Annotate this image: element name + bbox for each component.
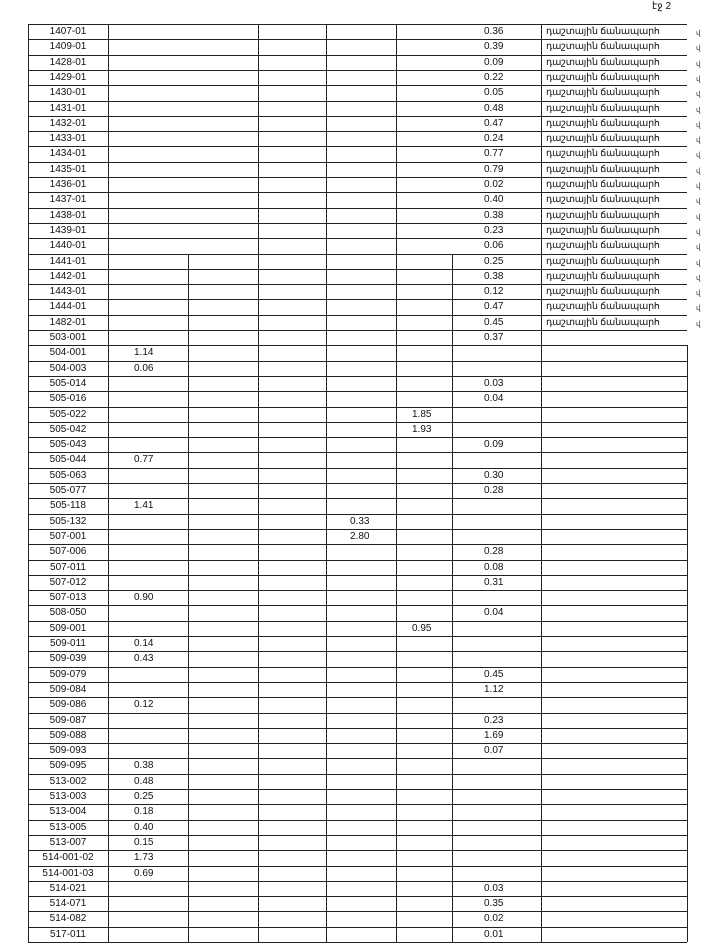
parcel-code: 513-003: [49, 791, 87, 802]
land-use-note: դաշտային ճանապարհ: [546, 209, 660, 221]
parcel-area: 0.37: [484, 332, 504, 343]
parcel-code: 504-001: [49, 347, 87, 359]
parcel-code: 1444-01: [49, 301, 87, 313]
parcel-area: 0.03: [484, 377, 504, 389]
parcel-code: 514-021: [49, 882, 87, 894]
parcel-code: 503-001: [49, 332, 87, 343]
parcel-area: 0.03: [484, 882, 504, 894]
margin-mark: վ: [696, 290, 701, 298]
parcel-code: 509-011: [50, 638, 86, 649]
margin-mark: վ: [696, 228, 701, 236]
row-divider: [28, 468, 687, 469]
parcel-code: 505-063: [49, 469, 87, 481]
row-divider: [28, 713, 687, 714]
parcel-code: 504-003: [49, 362, 87, 374]
parcel-code: 509-087: [49, 714, 87, 726]
parcel-area: 0.79: [484, 163, 504, 175]
parcel-code: 505-132: [49, 515, 87, 527]
parcel-code: 505-014: [49, 377, 87, 389]
parcel-code: 1431-01: [49, 102, 87, 114]
parcel-area-value: 0.25: [134, 791, 154, 802]
parcel-code: 514-082: [49, 913, 87, 925]
row-divider: [28, 452, 687, 453]
parcel-code: 513-007: [49, 836, 87, 848]
parcel-area: 0.25: [484, 255, 504, 267]
parcel-code: 505-022: [49, 408, 87, 420]
parcel-code: 1439-01: [49, 224, 87, 236]
parcel-area: 0.38: [484, 270, 504, 282]
land-use-note: դաշտային ճանապարհ: [546, 316, 660, 328]
parcel-area: 0.22: [484, 71, 504, 83]
parcel-area-value: 1.85: [412, 408, 432, 420]
parcel-code: 1440-01: [49, 240, 87, 252]
row-divider: [28, 407, 687, 408]
parcel-area: 0.77: [484, 148, 504, 160]
parcel-area: 1.69: [484, 729, 504, 741]
parcel-area-value: 0.48: [134, 775, 154, 787]
row-divider: [28, 330, 687, 331]
parcel-code: 509-088: [49, 729, 87, 741]
margin-mark: վ: [696, 167, 701, 175]
row-divider: [28, 560, 687, 561]
parcel-area: 0.28: [484, 485, 504, 496]
margin-mark: վ: [696, 75, 701, 83]
parcel-area: 0.06: [484, 240, 504, 252]
row-divider: [28, 391, 687, 392]
row-divider: [28, 682, 687, 683]
parcel-code: 505-043: [49, 439, 87, 451]
parcel-area: 0.38: [484, 209, 504, 221]
parcel-area: 0.05: [484, 87, 504, 99]
parcel-area: 0.04: [484, 393, 504, 405]
margin-mark: վ: [696, 60, 701, 68]
row-divider: [28, 820, 687, 821]
land-use-note: դաշտային ճանապարհ: [546, 148, 660, 160]
parcel-area: 0.35: [484, 898, 504, 910]
parcel-code: 1429-01: [49, 71, 87, 83]
parcel-area-value: 0.40: [134, 821, 154, 833]
land-use-note: դաշտային ճանապարհ: [546, 255, 660, 267]
margin-mark: վ: [696, 320, 701, 328]
parcel-area: 0.36: [484, 26, 504, 37]
parcel-area: 0.07: [484, 745, 504, 757]
margin-mark: վ: [696, 198, 701, 206]
row-divider: [28, 498, 687, 499]
parcel-code: 1436-01: [49, 179, 87, 190]
parcel-code: 509-001: [49, 622, 87, 634]
parcel-area-value: 1.41: [134, 500, 154, 512]
parcel-code: 509-086: [49, 699, 87, 711]
land-use-note: դաշտային ճանապարհ: [546, 133, 660, 145]
parcel-code: 1441-01: [49, 255, 87, 267]
parcel-code: 513-002: [49, 775, 87, 787]
land-use-note: դաշտային ճանապարհ: [546, 41, 660, 53]
row-divider: [28, 636, 687, 637]
parcel-area: 0.45: [484, 668, 504, 680]
parcel-code: 1434-01: [49, 148, 87, 160]
row-divider: [28, 590, 687, 591]
land-use-note: դաշտային ճանապարհ: [546, 56, 660, 68]
parcel-code: 1407-01: [49, 26, 87, 37]
parcel-code: 505-118: [50, 500, 86, 512]
row-divider: [28, 743, 687, 744]
parcel-code: 507-001: [49, 530, 87, 542]
parcel-area: 0.09: [484, 56, 504, 68]
margin-mark: վ: [696, 274, 701, 282]
row-divider: [28, 728, 687, 729]
parcel-code: 505-077: [49, 485, 87, 496]
parcel-area-value: 2.80: [350, 530, 370, 542]
parcel-code: 505-016: [49, 393, 87, 405]
parcel-area: 0.45: [484, 316, 504, 328]
page-number: էջ 2: [652, 1, 672, 12]
row-divider: [28, 850, 687, 851]
parcel-area: 0.23: [484, 714, 504, 726]
parcel-area: 0.01: [484, 928, 504, 940]
parcel-code: 1428-01: [49, 56, 87, 68]
row-divider: [28, 774, 687, 775]
margin-mark: վ: [696, 244, 701, 252]
parcel-area-value: 1.73: [134, 852, 154, 864]
land-use-note: դաշտային ճանապարհ: [546, 240, 660, 252]
margin-mark: վ: [696, 259, 701, 267]
column-border: [452, 254, 453, 943]
margin-mark: վ: [696, 152, 701, 160]
margin-mark: վ: [696, 183, 701, 190]
margin-mark: վ: [696, 45, 701, 53]
parcel-area: 0.28: [484, 546, 504, 558]
parcel-area: 0.31: [484, 576, 504, 588]
margin-mark: վ: [696, 30, 701, 37]
parcel-code: 514-001-02: [42, 852, 94, 864]
parcel-code: 1443-01: [49, 286, 87, 298]
land-use-note: դաշտային ճանապարհ: [546, 224, 660, 236]
parcel-code: 509-095: [49, 760, 87, 772]
parcel-area-value: 0.14: [134, 638, 154, 649]
parcel-area-value: 0.77: [134, 454, 154, 466]
parcel-area-value: 0.12: [134, 699, 154, 711]
parcel-code: 514-001-03: [42, 867, 94, 879]
parcel-code: 509-079: [49, 668, 87, 680]
parcel-code: 509-039: [49, 653, 87, 665]
row-divider: [28, 866, 687, 867]
parcel-code: 1409-01: [49, 41, 87, 53]
row-divider: [28, 345, 687, 346]
margin-mark: վ: [696, 137, 701, 145]
parcel-area-value: 0.33: [350, 515, 370, 527]
parcel-area-value: 0.06: [134, 362, 154, 374]
parcel-code: 508-050: [49, 607, 87, 619]
row-divider: [28, 544, 687, 545]
land-use-note: դաշտային ճանապարհ: [546, 270, 660, 282]
row-divider: [28, 927, 687, 928]
margin-mark: վ: [696, 213, 701, 221]
parcel-area: 1.12: [484, 683, 504, 695]
parcel-code: 1442-01: [49, 270, 87, 282]
row-divider: [28, 896, 687, 897]
row-divider: [28, 697, 687, 698]
parcel-area: 0.12: [484, 286, 504, 298]
parcel-area: 0.47: [484, 301, 504, 313]
parcel-area-value: 0.15: [134, 836, 154, 848]
column-border: [188, 254, 189, 943]
parcel-code: 507-012: [49, 576, 87, 588]
parcel-code: 507-006: [49, 546, 87, 558]
parcel-code: 509-093: [49, 745, 87, 757]
row-divider: [28, 621, 687, 622]
parcel-area: 0.09: [484, 439, 504, 451]
row-divider: [28, 789, 687, 790]
parcel-area: 0.02: [484, 913, 504, 925]
row-divider: [28, 605, 687, 606]
land-use-note: դաշտային ճանապարհ: [546, 117, 660, 129]
parcel-area: 0.24: [484, 133, 504, 145]
parcel-code: 513-005: [49, 821, 87, 833]
parcel-code: 505-042: [49, 423, 87, 435]
land-use-note: դաշտային ճանապարհ: [546, 286, 660, 298]
row-divider: [28, 758, 687, 759]
parcel-code: 1437-01: [49, 194, 87, 206]
parcel-area: 0.47: [484, 117, 504, 129]
margin-mark: վ: [696, 91, 701, 99]
parcel-code: 1482-01: [49, 316, 87, 328]
parcel-code: 509-084: [49, 683, 87, 695]
land-use-note: դաշտային ճանապարհ: [546, 194, 660, 206]
parcel-area: 0.02: [484, 179, 504, 190]
margin-mark: վ: [696, 106, 701, 114]
parcel-code: 507-011: [50, 561, 86, 573]
land-use-note: դաշտային ճանապարհ: [546, 87, 660, 99]
row-divider: [28, 881, 687, 882]
parcel-area: 0.48: [484, 102, 504, 114]
row-divider: [28, 651, 687, 652]
row-divider: [28, 483, 687, 484]
parcel-area: 0.40: [484, 194, 504, 206]
parcel-area: 0.23: [484, 224, 504, 236]
parcel-area: 0.08: [484, 561, 504, 573]
land-use-note: դաշտային ճանապարհ: [546, 301, 660, 313]
column-border: [687, 345, 688, 942]
parcel-code: 1433-01: [49, 133, 87, 145]
row-divider: [28, 376, 687, 377]
parcel-area: 0.04: [484, 607, 504, 619]
land-use-note: դաշտային ճանապարհ: [546, 163, 660, 175]
land-use-note: դաշտային ճանապարհ: [546, 102, 660, 114]
parcel-code: 514-071: [49, 898, 87, 910]
row-divider: [28, 804, 687, 805]
parcel-area-value: 0.69: [134, 867, 154, 879]
row-divider: [28, 437, 687, 438]
row-divider: [28, 575, 687, 576]
row-divider: [28, 835, 687, 836]
land-use-note: դաշտային ճանապարհ: [546, 179, 660, 190]
parcel-area: 0.30: [484, 469, 504, 481]
parcel-area-value: 0.95: [412, 622, 432, 634]
row-divider: [28, 667, 687, 668]
table-top-border: [28, 24, 687, 25]
parcel-code: 1430-01: [49, 87, 87, 99]
parcel-code: 507-013: [49, 592, 87, 604]
parcel-area-value: 1.93: [412, 423, 432, 435]
row-divider: [28, 422, 687, 423]
parcel-code: 517-011: [50, 928, 86, 940]
parcel-code: 1435-01: [49, 163, 87, 175]
parcel-area: 0.39: [484, 41, 504, 53]
parcel-area-value: 0.43: [134, 653, 154, 665]
parcel-code: 505-044: [49, 454, 87, 466]
parcel-area-value: 0.38: [134, 760, 154, 772]
row-divider: [28, 911, 687, 912]
margin-mark: վ: [696, 121, 701, 129]
row-divider: [28, 361, 687, 362]
parcel-code: 1432-01: [49, 117, 87, 129]
parcel-area-value: 0.90: [134, 592, 154, 604]
parcel-code: 513-004: [49, 806, 87, 818]
land-use-note: դաշտային ճանապարհ: [546, 26, 660, 37]
parcel-area-value: 1.14: [134, 347, 154, 359]
margin-mark: վ: [696, 305, 701, 313]
parcel-area-value: 0.18: [134, 806, 154, 818]
parcel-code: 1438-01: [49, 209, 87, 221]
land-use-note: դաշտային ճանապարհ: [546, 71, 660, 83]
